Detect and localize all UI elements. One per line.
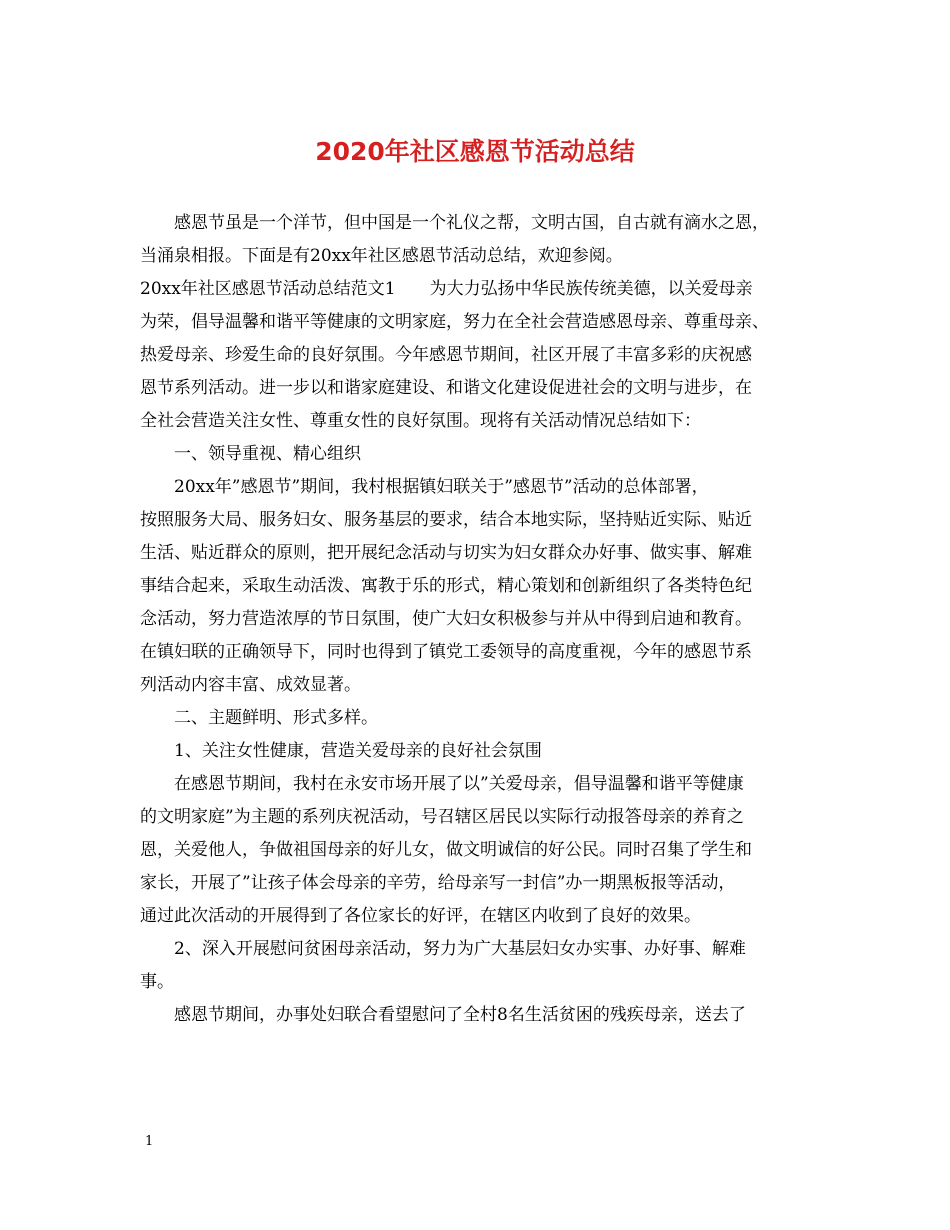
body-line: 感恩节期间，办事处妇联合看望慰问了全村8名生活贫困的残疾母亲，送去了 <box>140 1005 746 1025</box>
body-line: 在镇妇联的正确领导下，同时也得到了镇党工委领导的高度重视，今年的感恩节系 <box>140 642 752 662</box>
body-line: 热爱母亲、珍爱生命的良好氛围。今年感恩节期间，社区开展了丰富多彩的庆祝感 <box>140 345 752 365</box>
body-line: 一、领导重视、精心组织 <box>140 444 361 464</box>
body-line: 列活动内容丰富、成效显著。 <box>140 675 361 695</box>
page-number: 1 <box>145 1134 154 1149</box>
body-line: 2、深入开展慰问贫困母亲活动，努力为广大基层妇女办实事、办好事、解难 <box>140 939 746 959</box>
body-line: 20xx年社区感恩节活动总结范文1 为大力弘扬中华民族传统美德，以关爱母亲 <box>140 279 753 299</box>
body-line: 生活、贴近群众的原则，把开展纪念活动与切实为妇女群众办好事、做实事、解难 <box>140 543 752 563</box>
body-line: 20xx年”感恩节”期间，我村根据镇妇联关于”感恩节”活动的总体部署， <box>140 477 709 497</box>
body-line: 1、关注女性健康，营造关爱母亲的良好社会氛围 <box>140 741 542 761</box>
body-line: 家长，开展了”让孩子体会母亲的辛劳，给母亲写一封信”办一期黑板报等活动， <box>140 873 736 893</box>
body-line: 念活动，努力营造浓厚的节日氛围，使广大妇女积极参与并从中得到启迪和教育。 <box>140 609 752 629</box>
body-line: 恩，关爱他人，争做祖国母亲的好儿女，做文明诚信的好公民。同时召集了学生和 <box>140 840 752 860</box>
body-line: 的文明家庭”为主题的系列庆祝活动，号召辖区居民以实际行动报答母亲的养育之 <box>140 807 744 827</box>
body-line: 为荣，倡导温馨和谐平等健康的文明家庭，努力在全社会营造感恩母亲、尊重母亲、 <box>140 312 769 332</box>
body-line: 全社会营造关注女性、尊重女性的良好氛围。现将有关活动情况总结如下： <box>140 411 701 431</box>
body-line: 当涌泉相报。下面是有20xx年社区感恩节活动总结，欢迎参阅。 <box>140 246 623 266</box>
body-line: 按照服务大局、服务妇女、服务基层的要求，结合本地实际，坚持贴近实际、贴近 <box>140 510 752 530</box>
body-line: 通过此次活动的开展得到了各位家长的好评，在辖区内收到了良好的效果。 <box>140 906 701 926</box>
body-line: 感恩节虽是一个洋节，但中国是一个礼仪之帮，文明古国，自古就有滴水之恩， <box>140 213 769 233</box>
body-line: 二、主题鲜明、形式多样。 <box>140 708 378 728</box>
body-line: 事结合起来，采取生动活泼、寓教于乐的形式，精心策划和创新组织了各类特色纪 <box>140 576 752 596</box>
document-title: 2020年社区感恩节活动总结 <box>315 137 635 166</box>
body-line: 事。 <box>140 972 174 992</box>
body-line: 恩节系列活动。进一步以和谐家庭建设、和谐文化建设促进社会的文明与进步，在 <box>140 378 752 398</box>
body-line: 在感恩节期间，我村在永安市场开展了以”关爱母亲，倡导温馨和谐平等健康 <box>140 774 744 794</box>
